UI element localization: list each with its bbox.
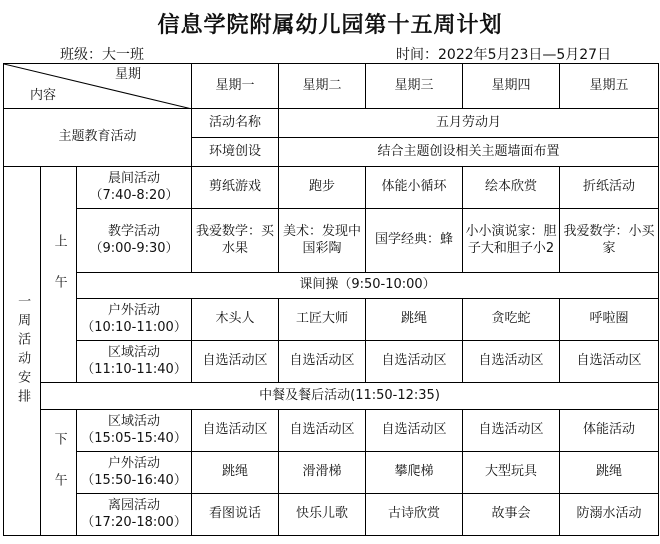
morning-label-cell [41,167,77,383]
week-arrangement-label [4,167,41,536]
cell: 体能小循环 [366,167,463,209]
cell: 自选活动区 [192,341,279,383]
cell: 大型玩具 [463,452,560,494]
week-arrangement-text: 一周活动安排 [15,294,31,408]
cell: 自选活动区 [192,410,279,452]
row-name: 区域活动 [108,345,161,361]
afternoon-label: 下午 [51,431,67,514]
cell: 滑滑梯 [279,452,366,494]
exercise-label: 课间操（9:50-10:00） [77,273,659,299]
teaching-row [4,209,659,273]
activity-name-value: 五月劳动月 [279,109,659,138]
cell: 看图说话 [192,494,279,536]
cell: 剪纸游戏 [192,167,279,209]
row-time: （9:00-9:30） [89,240,179,256]
morning-activity-name [77,167,192,209]
cell: 木头人 [192,299,279,341]
activity-name-label: 活动名称 [192,109,279,138]
cell: 贪吃蛇 [463,299,560,341]
cell: 折纸活动 [560,167,659,209]
header-day-1: 星期一 [192,64,279,109]
cell: 古诗欣赏 [366,494,463,536]
cell: 国学经典：蜂 [366,209,463,273]
environment-value: 结合主题创设相关主题墙面布置 [279,138,659,167]
leave-name [77,494,192,536]
row-time: （11:10-11:40） [81,361,187,377]
cell: 小小演说家：胆子大和胆子小2 [463,209,560,273]
row-time: （17:20-18:00） [81,514,187,530]
row-time: （10:10-11:00） [81,319,187,335]
header-weekday-label: 星期 [115,67,142,82]
morning-activity-row [4,167,659,209]
cell: 自选活动区 [463,341,560,383]
cell: 跳绳 [192,452,279,494]
lunch-row [4,383,659,410]
cell: 跑步 [279,167,366,209]
cell: 美术：发现中国彩陶 [279,209,366,273]
cell: 快乐儿歌 [279,494,366,536]
cell: 跳绳 [366,299,463,341]
morning-label: 上午 [51,233,67,316]
header-day-5: 星期五 [560,64,659,109]
outdoor-pm-row [4,452,659,494]
area-pm-name [77,410,192,452]
row-name: 离园活动 [108,498,161,514]
cell: 自选活动区 [463,410,560,452]
class-label: 班级：大一班 [60,47,144,63]
header-content-label: 内容 [30,87,57,103]
area-am-name [77,341,192,383]
cell: 防溺水活动 [560,494,659,536]
cell: 呼啦圈 [560,299,659,341]
cell: 攀爬梯 [366,452,463,494]
cell: 跳绳 [560,452,659,494]
row-time: （15:05-15:40） [81,430,187,446]
cell: 体能活动 [560,410,659,452]
area-am-row [4,341,659,383]
afternoon-label-cell [41,410,77,536]
row-name: 晨间活动 [108,171,161,187]
row-time: （7:40-8:20） [89,187,179,203]
row-name: 户外活动 [108,456,161,472]
cell: 我爱数学：买水果 [192,209,279,273]
exercise-row [4,273,659,299]
teaching-name [77,209,192,273]
leave-row [4,494,659,536]
header-diagonal-cell [4,64,192,109]
row-name: 区域活动 [108,414,161,430]
header-day-2: 星期二 [279,64,366,109]
cell: 自选活动区 [560,341,659,383]
cell: 自选活动区 [366,341,463,383]
time-label: 时间：2022年5月23日—5月27日 [396,47,612,63]
environment-label: 环境创设 [192,138,279,167]
row-name: 户外活动 [108,303,161,319]
cell: 绘本欣赏 [463,167,560,209]
page-title: 信息学院附属幼儿园第十五周计划 [157,13,503,38]
cell: 自选活动区 [279,341,366,383]
header-day-3: 星期三 [366,64,463,109]
cell: 工匠大师 [279,299,366,341]
cell: 自选活动区 [366,410,463,452]
outdoor-am-row [4,299,659,341]
cell: 故事会 [463,494,560,536]
outdoor-pm-name [77,452,192,494]
cell: 我爱数学：小买家 [560,209,659,273]
row-name: 教学活动 [108,224,161,240]
header-row [4,64,659,109]
cell: 自选活动区 [279,410,366,452]
row-time: （15:50-16:40） [81,472,187,488]
weekly-plan-table [3,63,659,536]
theme-label: 主题教育活动 [4,109,192,167]
header-day-4: 星期四 [463,64,560,109]
area-pm-row [4,410,659,452]
theme-name-row [4,109,659,138]
outdoor-am-name [77,299,192,341]
lunch-label: 中餐及餐后活动(11:50-12:35) [41,383,659,410]
